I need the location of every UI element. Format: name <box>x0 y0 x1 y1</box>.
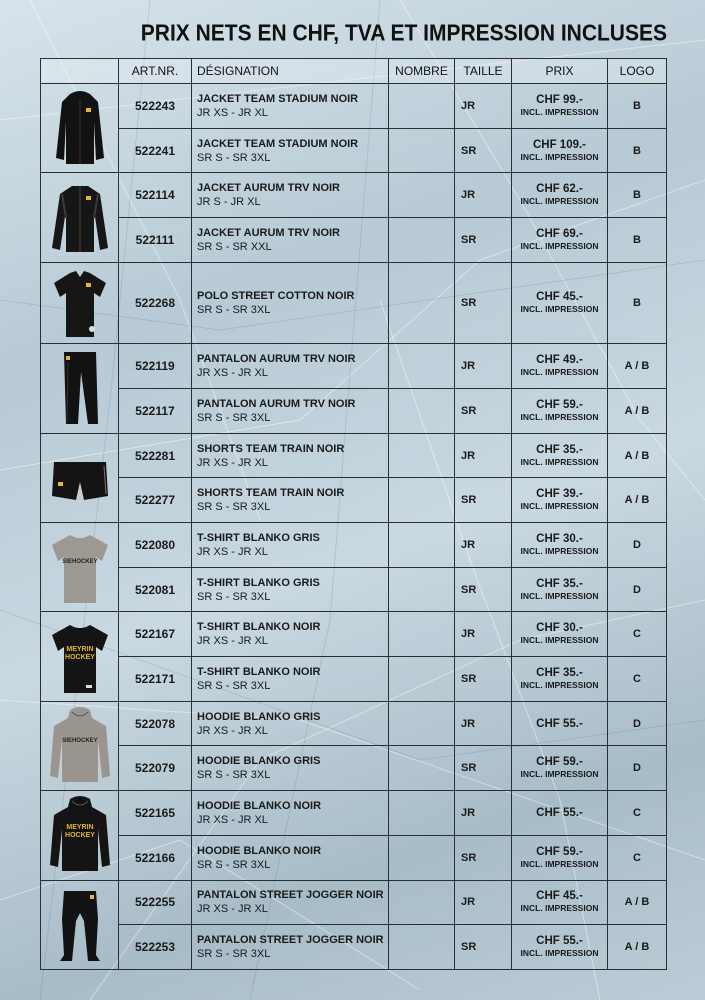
designation-cell <box>192 344 389 389</box>
table-row <box>41 523 667 568</box>
designation-cell <box>192 567 389 612</box>
size-cell: JR <box>455 173 512 218</box>
size-range: SR S - SR 3XL <box>197 501 271 514</box>
price-cell <box>512 612 608 657</box>
designation-cell <box>192 84 389 129</box>
table-row <box>41 344 667 389</box>
table-row <box>41 746 667 791</box>
price: CHF 30.- <box>536 532 583 545</box>
price: CHF 59.- <box>536 756 583 769</box>
art-number: 522241 <box>119 128 192 173</box>
header-logo: LOGO <box>608 59 667 84</box>
svg-text:MEYRIN: MEYRIN <box>65 824 94 832</box>
logo-code: B <box>608 262 667 344</box>
size-range: SR S - SR 3XL <box>197 411 271 424</box>
price: CHF 59.- <box>536 398 583 411</box>
header-image <box>41 59 119 84</box>
product-image-cell <box>41 880 119 969</box>
designation-cell <box>192 701 389 746</box>
table-row <box>41 835 667 880</box>
price-cell <box>512 128 608 173</box>
header-nombre: NOMBRE <box>389 59 455 84</box>
price-note: INCL. IMPRESSION <box>520 501 599 512</box>
art-number: 522078 <box>119 701 192 746</box>
art-number: 522111 <box>119 218 192 263</box>
price-cell <box>512 388 608 433</box>
size-cell: JR <box>455 433 512 478</box>
size-cell: SR <box>455 478 512 523</box>
art-number: 522119 <box>119 344 192 389</box>
table-row <box>41 478 667 523</box>
size-range: JR XS - JR XL <box>197 814 268 827</box>
size-cell: SR <box>455 657 512 702</box>
hoodie-grey-image <box>48 706 112 786</box>
size-range: SR S - SR 3XL <box>197 151 271 164</box>
designation-cell <box>192 612 389 657</box>
price-note: INCL. IMPRESSION <box>520 151 599 162</box>
product-image-cell <box>41 701 119 790</box>
product-name: T-SHIRT BLANKO NOIR <box>197 665 321 678</box>
logo-code: A / B <box>608 880 667 925</box>
header-art: ART.NR. <box>119 59 192 84</box>
price: CHF 49.- <box>536 354 583 367</box>
size-cell: JR <box>455 880 512 925</box>
art-number: 522079 <box>119 746 192 791</box>
header-prix: PRIX <box>512 59 608 84</box>
quantity-cell[interactable] <box>389 657 455 702</box>
price-cell <box>512 523 608 568</box>
price: CHF 69.- <box>536 227 583 240</box>
price: CHF 55.- <box>536 717 583 730</box>
shorts-image <box>48 438 112 518</box>
size-cell: JR <box>455 84 512 129</box>
header-taille: TAILLE <box>455 59 512 84</box>
price-note: INCL. IMPRESSION <box>520 948 599 959</box>
product-image-cell <box>41 433 119 522</box>
quantity-cell[interactable] <box>389 173 455 218</box>
designation-cell <box>192 925 389 970</box>
quantity-cell[interactable] <box>389 925 455 970</box>
price: CHF 55.- <box>536 935 583 948</box>
logo-code: C <box>608 657 667 702</box>
jogger-image <box>48 885 112 965</box>
price: CHF 55.- <box>536 807 583 820</box>
product-name: HOODIE BLANKO NOIR <box>197 844 322 857</box>
art-number: 522253 <box>119 925 192 970</box>
quantity-cell[interactable] <box>389 388 455 433</box>
designation-cell <box>192 657 389 702</box>
price-note: INCL. IMPRESSION <box>520 545 599 556</box>
designation-cell <box>192 128 389 173</box>
table-row <box>41 262 667 344</box>
product-name: HOODIE BLANKO GRIS <box>197 755 321 768</box>
price-cell <box>512 925 608 970</box>
logo-code: C <box>608 612 667 657</box>
pants-image <box>48 348 112 428</box>
quantity-cell[interactable] <box>389 701 455 746</box>
price-note: INCL. IMPRESSION <box>520 635 599 646</box>
logo-code: B <box>608 84 667 129</box>
table-row <box>41 128 667 173</box>
size-range: SR S - SR 3XL <box>197 679 271 692</box>
size-cell: JR <box>455 701 512 746</box>
price: CHF 39.- <box>536 488 583 501</box>
logo-code: C <box>608 791 667 836</box>
designation-cell <box>192 433 389 478</box>
quantity-cell[interactable] <box>389 746 455 791</box>
designation-cell <box>192 173 389 218</box>
size-cell: JR <box>455 791 512 836</box>
table-row <box>41 84 667 129</box>
price-cell <box>512 433 608 478</box>
quantity-cell[interactable] <box>389 344 455 389</box>
size-cell: JR <box>455 523 512 568</box>
price-note: INCL. IMPRESSION <box>520 196 599 207</box>
quantity-cell[interactable] <box>389 84 455 129</box>
size-range: JR XS - JR XL <box>197 456 268 469</box>
designation-cell <box>192 478 389 523</box>
quantity-cell[interactable] <box>389 218 455 263</box>
size-cell: JR <box>455 612 512 657</box>
price-cell <box>512 344 608 389</box>
price-note: INCL. IMPRESSION <box>520 106 599 117</box>
size-range: JR XS - JR XL <box>197 545 268 558</box>
art-number: 522166 <box>119 835 192 880</box>
size-range: JR XS - JR XL <box>197 903 268 916</box>
logo-code: D <box>608 701 667 746</box>
product-name: T-SHIRT BLANKO GRIS <box>197 576 320 589</box>
designation-cell <box>192 791 389 836</box>
tshirt-grey-image <box>48 527 112 607</box>
svg-text:SIEHOCKEY: SIEHOCKEY <box>61 737 98 744</box>
product-name: PANTALON STREET JOGGER NOIR <box>197 889 384 902</box>
size-range: JR XS - JR XL <box>197 635 268 648</box>
product-name: JACKET TEAM STADIUM NOIR <box>197 137 359 150</box>
table-row <box>41 925 667 970</box>
svg-text:HOCKEY: HOCKEY <box>64 832 95 840</box>
logo-code: A / B <box>608 388 667 433</box>
price-cell <box>512 835 608 880</box>
size-cell: JR <box>455 344 512 389</box>
price-note: INCL. IMPRESSION <box>520 456 599 467</box>
price: CHF 35.- <box>536 577 583 590</box>
product-image-cell <box>41 791 119 880</box>
product-name: T-SHIRT BLANKO NOIR <box>197 621 321 634</box>
table-row <box>41 657 667 702</box>
price-cell <box>512 657 608 702</box>
quantity-cell[interactable] <box>389 612 455 657</box>
art-number: 522277 <box>119 478 192 523</box>
price: CHF 109.- <box>532 138 587 151</box>
product-name: JACKET TEAM STADIUM NOIR <box>197 92 359 105</box>
price-cell <box>512 218 608 263</box>
price-note: INCL. IMPRESSION <box>520 769 599 780</box>
price-note: INCL. IMPRESSION <box>520 679 599 690</box>
quantity-cell[interactable] <box>389 523 455 568</box>
svg-text:MEYRIN: MEYRIN <box>65 645 94 653</box>
jacket-aurum-image <box>48 178 112 258</box>
product-image-cell <box>41 344 119 433</box>
logo-code: C <box>608 835 667 880</box>
size-range: JR XS - JR XL <box>197 367 268 380</box>
price-cell <box>512 701 608 746</box>
tshirt-black-image <box>48 617 112 697</box>
quantity-cell[interactable] <box>389 128 455 173</box>
price-cell <box>512 746 608 791</box>
art-number: 522243 <box>119 84 192 129</box>
quantity-cell[interactable] <box>389 880 455 925</box>
size-range: SR S - SR 3XL <box>197 858 271 871</box>
logo-code: D <box>608 523 667 568</box>
logo-code: A / B <box>608 925 667 970</box>
logo-code: B <box>608 218 667 263</box>
designation-cell <box>192 523 389 568</box>
price-note: INCL. IMPRESSION <box>520 304 599 315</box>
price: CHF 35.- <box>536 443 583 456</box>
quantity-cell[interactable] <box>389 567 455 612</box>
table-header-row <box>41 59 667 84</box>
hoodie-black-image <box>48 795 112 875</box>
svg-text:HOCKEY: HOCKEY <box>64 653 95 661</box>
table-row <box>41 388 667 433</box>
product-image-cell <box>41 523 119 612</box>
art-number: 522281 <box>119 433 192 478</box>
art-number: 522171 <box>119 657 192 702</box>
product-image-cell <box>41 612 119 701</box>
product-name: SHORTS TEAM TRAIN NOIR <box>197 442 345 455</box>
table-row <box>41 612 667 657</box>
size-range: SR S - SR 3XL <box>197 948 271 961</box>
price-note: INCL. IMPRESSION <box>520 590 599 601</box>
price: CHF 45.- <box>536 291 583 304</box>
table-row <box>41 567 667 612</box>
product-image-cell <box>41 84 119 173</box>
price: CHF 62.- <box>536 183 583 196</box>
designation-cell <box>192 880 389 925</box>
table-row <box>41 433 667 478</box>
logo-code: A / B <box>608 478 667 523</box>
art-number: 522255 <box>119 880 192 925</box>
price-note: INCL. IMPRESSION <box>520 411 599 422</box>
price-cell <box>512 880 608 925</box>
price-note: INCL. IMPRESSION <box>520 367 599 378</box>
art-number: 522080 <box>119 523 192 568</box>
art-number: 522167 <box>119 612 192 657</box>
price-cell <box>512 84 608 129</box>
price-note: INCL. IMPRESSION <box>520 858 599 869</box>
size-range: JR XS - JR XL <box>197 724 268 737</box>
polo-image <box>48 263 112 343</box>
size-range: SR S - SR XXL <box>197 240 272 253</box>
quantity-cell[interactable] <box>389 478 455 523</box>
quantity-cell[interactable] <box>389 262 455 344</box>
size-range: SR S - SR 3XL <box>197 304 271 317</box>
logo-code: D <box>608 567 667 612</box>
logo-code: B <box>608 128 667 173</box>
price-table <box>40 58 667 970</box>
jacket-stadium-image <box>48 88 112 168</box>
logo-code: B <box>608 173 667 218</box>
table-row <box>41 791 667 836</box>
size-cell: SR <box>455 388 512 433</box>
price-cell <box>512 262 608 344</box>
designation-cell <box>192 746 389 791</box>
price: CHF 35.- <box>536 666 583 679</box>
price-note: INCL. IMPRESSION <box>520 903 599 914</box>
size-cell: SR <box>455 218 512 263</box>
product-name: PANTALON AURUM TRV NOIR <box>197 397 356 410</box>
art-number: 522117 <box>119 388 192 433</box>
price-cell <box>512 478 608 523</box>
product-name: JACKET AURUM TRV NOIR <box>197 182 341 195</box>
price-note: INCL. IMPRESSION <box>520 240 599 251</box>
product-name: HOODIE BLANKO NOIR <box>197 800 322 813</box>
product-image-cell <box>41 173 119 262</box>
price: CHF 45.- <box>536 890 583 903</box>
designation-cell <box>192 262 389 344</box>
size-cell: SR <box>455 925 512 970</box>
art-number: 522268 <box>119 262 192 344</box>
price: CHF 99.- <box>536 93 583 106</box>
product-name: POLO STREET COTTON NOIR <box>197 290 355 303</box>
svg-text:SIEHOCKEY: SIEHOCKEY <box>61 559 98 566</box>
price-cell <box>512 173 608 218</box>
designation-cell <box>192 218 389 263</box>
size-cell: SR <box>455 262 512 344</box>
header-designation: DÉSIGNATION <box>192 59 389 84</box>
art-number: 522165 <box>119 791 192 836</box>
logo-code: A / B <box>608 344 667 389</box>
price: CHF 30.- <box>536 622 583 635</box>
price-cell <box>512 791 608 836</box>
product-name: HOODIE BLANKO GRIS <box>197 710 321 723</box>
table-row <box>41 701 667 746</box>
size-range: JR S - JR XL <box>197 196 261 209</box>
size-range: SR S - SR 3XL <box>197 590 271 603</box>
quantity-cell[interactable] <box>389 433 455 478</box>
quantity-cell[interactable] <box>389 835 455 880</box>
designation-cell <box>192 388 389 433</box>
size-cell: SR <box>455 835 512 880</box>
size-cell: SR <box>455 746 512 791</box>
quantity-cell[interactable] <box>389 791 455 836</box>
table-row <box>41 218 667 263</box>
art-number: 522081 <box>119 567 192 612</box>
product-name: T-SHIRT BLANKO GRIS <box>197 531 320 544</box>
logo-code: A / B <box>608 433 667 478</box>
size-range: SR S - SR 3XL <box>197 769 271 782</box>
price: CHF 59.- <box>536 845 583 858</box>
size-range: JR XS - JR XL <box>197 106 268 119</box>
product-name: PANTALON STREET JOGGER NOIR <box>197 934 384 947</box>
product-name: JACKET AURUM TRV NOIR <box>197 226 341 239</box>
size-cell: SR <box>455 567 512 612</box>
product-image-cell <box>41 262 119 344</box>
size-cell: SR <box>455 128 512 173</box>
price-cell <box>512 567 608 612</box>
product-name: PANTALON AURUM TRV NOIR <box>197 353 356 366</box>
table-row <box>41 173 667 218</box>
product-name: SHORTS TEAM TRAIN NOIR <box>197 487 345 500</box>
table-row <box>41 880 667 925</box>
page-title: PRIX NETS EN CHF, TVA ET IMPRESSION INCLUSES <box>140 20 667 46</box>
logo-code: D <box>608 746 667 791</box>
designation-cell <box>192 835 389 880</box>
art-number: 522114 <box>119 173 192 218</box>
